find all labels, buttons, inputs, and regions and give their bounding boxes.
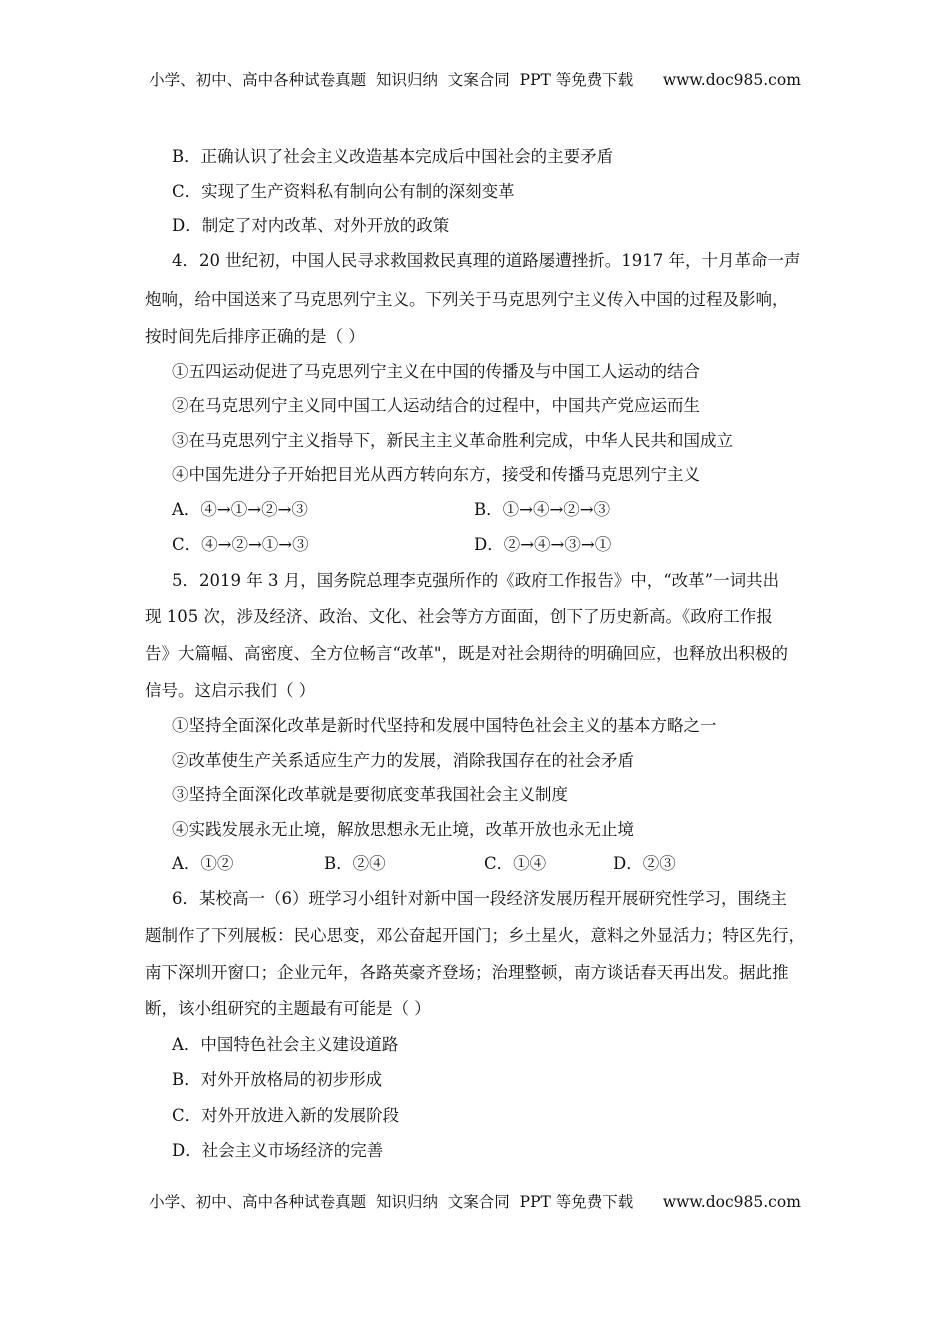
q4-option-b: B．①→④→②→③ — [474, 500, 611, 519]
q6-stem-line-2: 题制作了下列展板：民心思变，邓公奋起开国门；乡土星火，意料之外显活力；特区先行， — [145, 926, 805, 945]
q3-option-b: B．正确认识了社会主义改造基本完成后中国社会的主要矛盾 — [172, 147, 614, 166]
q5-stem-line-1: 5．2019 年 3 月，国务院总理李克强所作的《政府工作报告》中，“改革”一词共出 — [172, 571, 780, 590]
q4-item-4: ④中国先进分子开始把目光从西方转向东方，接受和传播马克思列宁主义 — [172, 465, 700, 484]
q5-stem-line-4: 信号。这启示我们（ ） — [145, 681, 316, 700]
q6-stem-line-3: 南下深圳开窗口；企业元年，各路英豪齐登场；治理整顿，南方谈话春天再出发。据此推 — [145, 963, 789, 982]
q4-stem-line-3: 按时间先后排序正确的是（ ） — [145, 327, 365, 346]
q5-option-a: A．①② — [172, 854, 234, 873]
q6-option-b: B．对外开放格局的初步形成 — [172, 1070, 383, 1089]
q5-item-4: ④实践发展永无止境，解放思想永无止境，改革开放也永无止境 — [172, 820, 634, 839]
q4-option-a: A．④→①→②→③ — [172, 500, 308, 519]
q5-option-b: B．②④ — [324, 854, 386, 873]
q5-option-d: D．②③ — [613, 854, 676, 873]
q6-option-d: D．社会主义市场经济的完善 — [172, 1141, 384, 1160]
q3-option-d: D．制定了对内改革、对外开放的政策 — [172, 216, 450, 235]
q5-item-3: ③坚持全面深化改革就是要彻底变革我国社会主义制度 — [172, 785, 568, 804]
q5-stem-line-2: 现 105 次，涉及经济、政治、文化、社会等方方面面，创下了历史新高。《政府工作报 — [145, 607, 773, 626]
q6-option-c: C．对外开放进入新的发展阶段 — [172, 1106, 400, 1125]
q6-stem-line-1: 6．某校高一（6）班学习小组针对新中国一段经济发展历程开展研究性学习，围绕主 — [172, 889, 787, 908]
q5-item-2: ②改革使生产关系适应生产力的发展，消除我国存在的社会矛盾 — [172, 751, 634, 770]
q4-item-1: ①五四运动促进了马克思列宁主义在中国的传播及与中国工人运动的结合 — [172, 362, 700, 381]
q4-stem-line-2: 炮响，给中国送来了马克思列宁主义。下列关于马克思列宁主义传入中国的过程及影响， — [145, 290, 789, 309]
page-footer: 小学、初中、高中各种试卷真题 知识归纳 文案合同 PPT 等免费下载 www.doc985.com — [149, 1193, 801, 1211]
q5-option-c: C．①④ — [484, 854, 547, 873]
q5-stem-line-3: 告》大篇幅、高密度、全方位畅言“改革"，既是对社会期待的明确回应，也释放出积极的 — [145, 644, 789, 663]
q6-stem-line-4: 断，该小组研究的主题最有可能是（ ） — [145, 999, 431, 1018]
q5-item-1: ①坚持全面深化改革是新时代坚持和发展中国特色社会主义的基本方略之一 — [172, 716, 717, 735]
q4-item-3: ③在马克思列宁主义指导下，新民主主义革命胜利完成，中华人民共和国成立 — [172, 431, 733, 450]
q4-option-d: D．②→④→③→① — [474, 535, 612, 554]
q6-option-a: A．中国特色社会主义建设道路 — [172, 1035, 399, 1054]
q4-item-2: ②在马克思列宁主义同中国工人运动结合的过程中，中国共产党应运而生 — [172, 396, 700, 415]
q4-option-c: C．④→②→①→③ — [172, 535, 309, 554]
q4-stem-line-1: 4．20 世纪初，中国人民寻求救国救民真理的道路屡遭挫折。1917 年，十月革命一声 — [172, 251, 801, 270]
page-header: 小学、初中、高中各种试卷真题 知识归纳 文案合同 PPT 等免费下载 www.doc985.com — [149, 71, 801, 89]
q3-option-c: C．实现了生产资料私有制向公有制的深刻变革 — [172, 182, 515, 201]
